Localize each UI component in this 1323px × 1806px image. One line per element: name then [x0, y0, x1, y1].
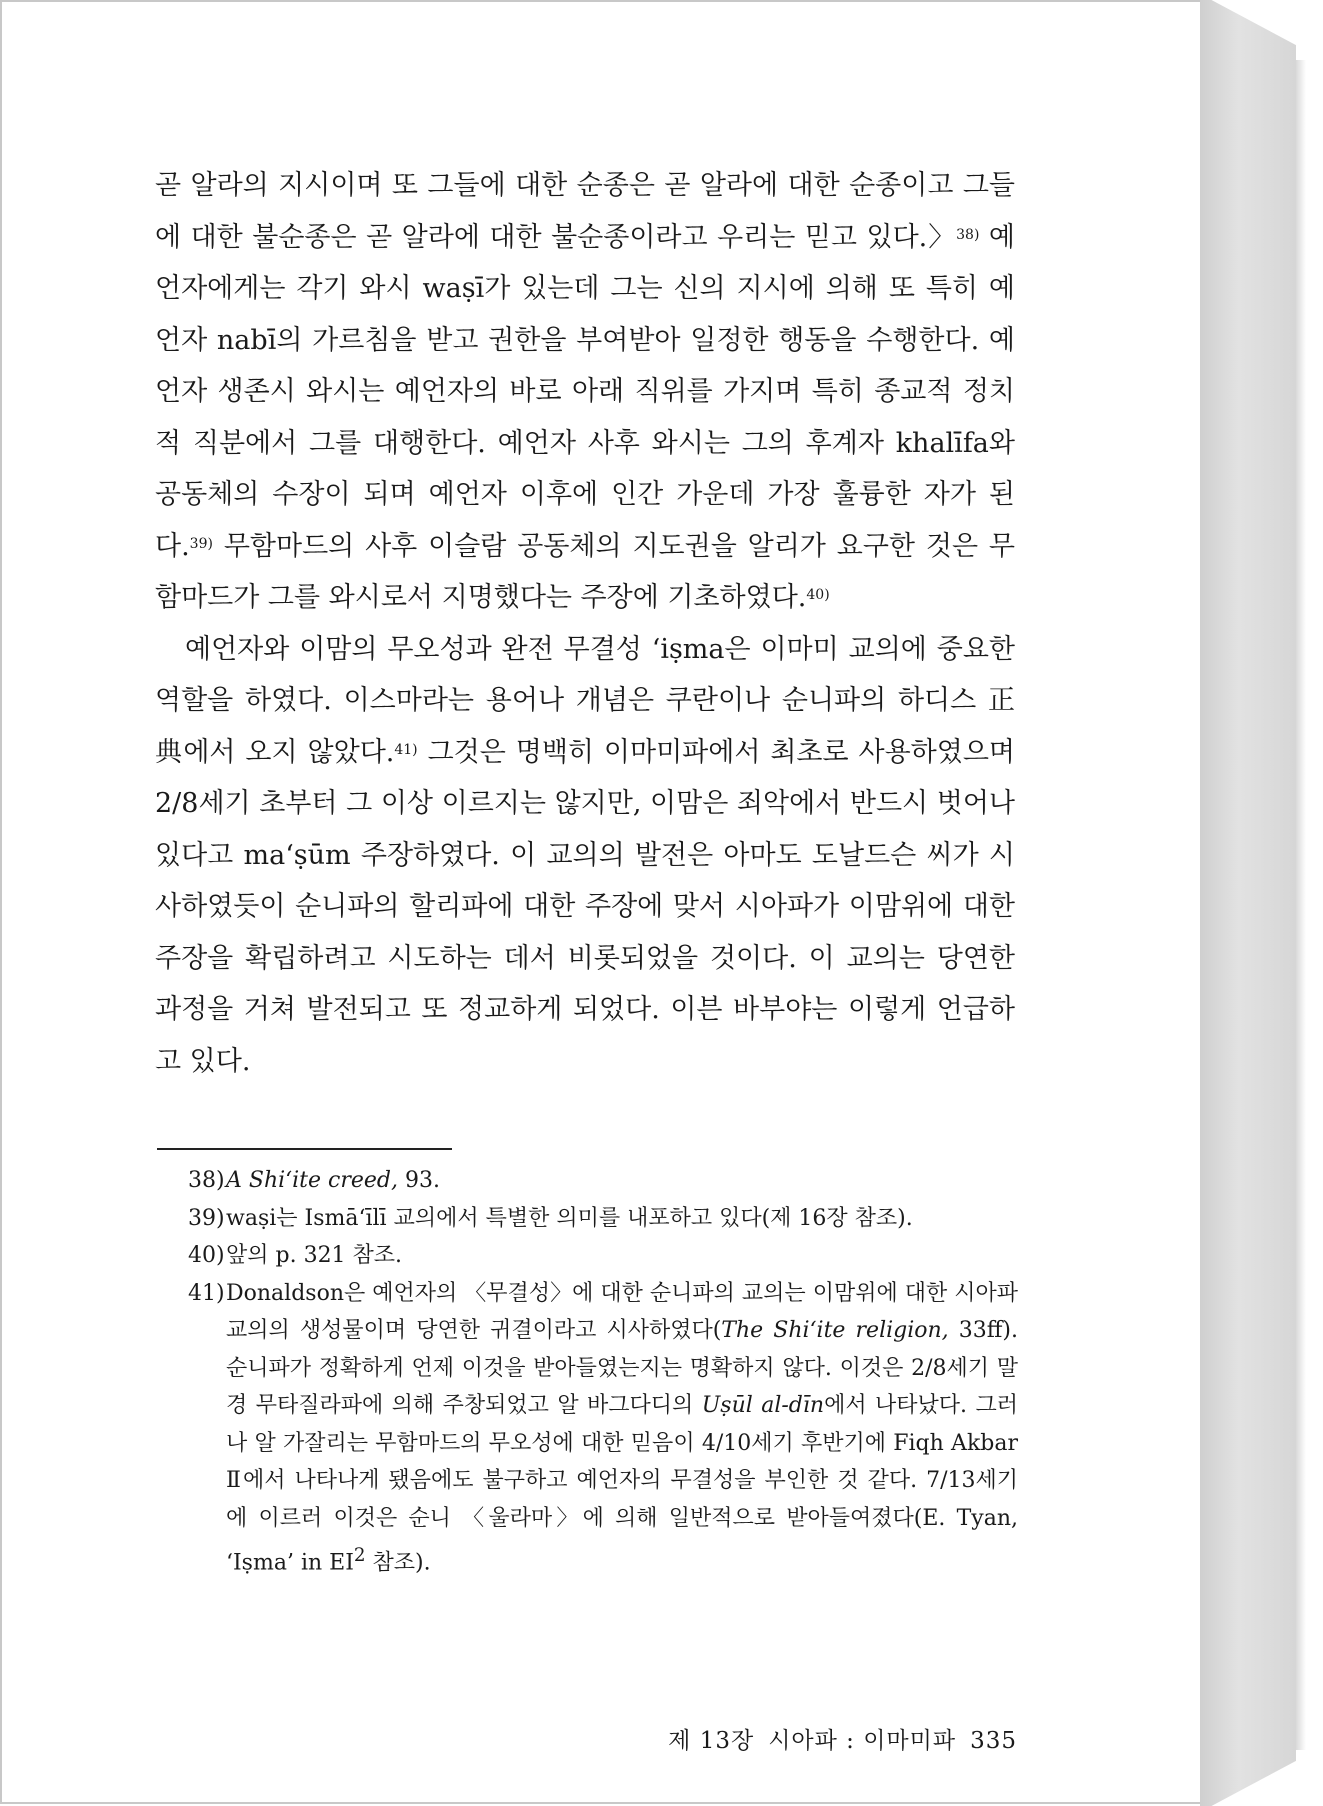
- footnote-40: 40) 앞의 p. 321 참조.: [188, 1243, 403, 1268]
- running-footer: [617, 1722, 1017, 1755]
- book-shadow: [1296, 60, 1306, 1750]
- footnote-38: 38) A Shi‘ite creed, 93.: [188, 1168, 440, 1193]
- footnote-ref-39[interactable]: 39): [189, 535, 213, 552]
- paragraph-2: 예언자와 이맘의 무오성과 완전 무결성 ‘iṣma은 이마미 교의에 중요한 역할을 하였다. 이스마라는 용어나 개념은 쿠란이나 순니파의 하디스 正典에서 오지 않았다.$^{41)}$ 그것은 명백히 이마미파에서 최초로 사용하였으며 2/8세기 초부터 그 이상 이르지는 않지만, 이맘은 죄악에서 반드시 벗어나 있다고 ma‘ṣūm 주장하였다. 이 교의의 발전은 아마도 도날드슨 씨가 시사하였듯이 순니파의 할리파에 대한 주장에 맞서 시아파가 이맘위에 대한 주장을 확립하려고 시도하는 데서 비롯되었을 것이다. 이 교의는 당연한 과정을 거쳐 발전되고 또 정교하게 되었다. 이븐 바부야는 이렇게 언급하고 있다.: [155, 633, 1015, 1077]
- chapter-title: 시아파 : 이마미파: [768, 1728, 957, 1754]
- footnote-ref-38[interactable]: 38): [956, 226, 980, 243]
- footnotes: [188, 1162, 1018, 1582]
- main-text: [155, 160, 1015, 1087]
- footnote-39: 39) waṣi는 Ismā‘īlī 교의에서 특별한 의미를 내포하고 있다(제 16장 참조).: [188, 1205, 913, 1231]
- book-page-edge: [1200, 0, 1296, 1806]
- footnote-divider: [157, 1148, 452, 1150]
- chapter-label: 제 13장: [668, 1728, 755, 1754]
- footnote-ref-41[interactable]: 41): [394, 741, 418, 758]
- footnote-41: 41) Donaldson은 예언자의 〈무결성〉에 대한 순니파의 교의는 이맘위에 대한 시아파 교의의 생성물이며 당연한 귀결이라고 시사하였다(The Shi‘ite religion, 33ff). 순니파가 정확하게 언제 이것을 받아들였는지는 명확하지 않다. 이것은 2/8세기 말경 무타질라파에 의해 주창되었고 알 바그다디의 Uṣūl al-dīn에서 나타났다. 그러나 알 가잘리는 무함마드의 무오성에 대한 믿음이 4/10세기 후반기에 Fiqh Akbar Ⅱ에서 나타나게 됐음에도 불구하고 예언자의 무결성을 부인한 것 같다. 7/13세기에 이르러 이것은 순니 〈울라마〉에 의해 일반적으로 받아들여졌다(E. Tyan, ‘Iṣma’ in $EI^2$ 참조).: [188, 1280, 1018, 1576]
- paragraph-1: 곧 알라의 지시이며 또 그들에 대한 순종은 곧 알라에 대한 순종이고 그들에 대한 불순종은 곧 알라에 대한 불순종이라고 우리는 믿고 있다.〉$^{38)}$ 예언자에게는 각기 와시 waṣī가 있는데 그는 신의 지시에 의해 또 특히 예언자 nabī의 가르침을 받고 권한을 부여받아 일정한 행동을 수행한다. 예언자 생존시 와시는 예언자의 바로 아래 직위를 가지며 특히 종교적 정치적 직분에서 그를 대행한다. 예언자 사후 와시는 그의 후계자 khalīfa와 공동체의 수장이 되며 예언자 이후에 인간 가운데 가장 훌륭한 자가 된다.$^{39)}$ 무함마드의 사후 이슬람 공동체의 지도권을 알리가 요구한 것은 무함마드가 그를 와시로서 지명했다는 주장에 기초하였다.$^{40)}$: [155, 170, 1015, 613]
- page-number: 335: [970, 1728, 1017, 1754]
- footnote-ref-40[interactable]: 40): [806, 587, 830, 603]
